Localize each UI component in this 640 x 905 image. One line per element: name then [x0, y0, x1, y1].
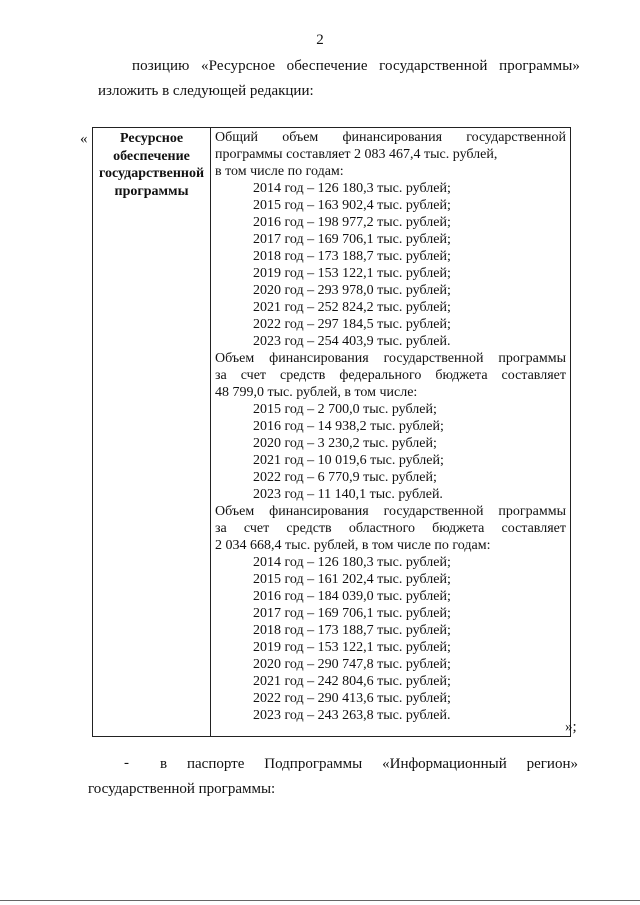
federal-year-item: 2015 год – 2 700,0 тыс. рублей;: [253, 402, 437, 417]
opening-quote: «: [80, 131, 88, 147]
total-year-item: 2017 год – 169 706,1 тыс. рублей;: [253, 232, 451, 247]
intro-text-line-2: изложить в следующей редакции:: [98, 83, 314, 99]
total-year-item: 2018 год – 173 188,7 тыс. рублей;: [253, 249, 451, 264]
regional-year-item: 2016 год – 184 039,0 тыс. рублей;: [253, 589, 451, 604]
regional-line: Объем финансирования государственной программы: [215, 504, 566, 519]
intro-text-line-1: позицию «Ресурсное обеспечение государственной программы»: [132, 58, 580, 74]
total-year-item: 2023 год – 254 403,9 тыс. рублей.: [253, 334, 451, 349]
regional-year-item: 2019 год – 153 122,1 тыс. рублей;: [253, 640, 451, 655]
regional-year-item: 2020 год – 290 747,8 тыс. рублей;: [253, 657, 451, 672]
federal-line: Объем финансирования государственной программы: [215, 351, 566, 366]
total-year-item: 2015 год – 163 902,4 тыс. рублей;: [253, 198, 451, 213]
resource-table: [92, 127, 571, 737]
next-item-text-line-2: государственной программы:: [88, 781, 276, 797]
federal-year-item: 2021 год – 10 019,6 тыс. рублей;: [253, 453, 444, 468]
total-line: в том числе по годам:: [215, 164, 344, 179]
regional-year-item: 2022 год – 290 413,6 тыс. рублей;: [253, 691, 451, 706]
regional-year-item: 2017 год – 169 706,1 тыс. рублей;: [253, 606, 451, 621]
label-line: программы: [114, 183, 189, 199]
label-line: обеспечение: [113, 148, 190, 164]
closing-quote: »;: [565, 719, 577, 735]
regional-line: за счет средств областного бюджета составляет: [215, 521, 566, 536]
federal-year-item: 2020 год – 3 230,2 тыс. рублей;: [253, 436, 437, 451]
page-bottom-rule: [0, 900, 640, 901]
total-year-item: 2016 год – 198 977,2 тыс. рублей;: [253, 215, 451, 230]
federal-line: за счет средств федерального бюджета составляет: [215, 368, 566, 383]
total-year-item: 2021 год – 252 824,2 тыс. рублей;: [253, 300, 451, 315]
list-bullet: -: [124, 755, 129, 771]
federal-year-item: 2023 год – 11 140,1 тыс. рублей.: [253, 487, 443, 502]
total-year-item: 2022 год – 297 184,5 тыс. рублей;: [253, 317, 451, 332]
regional-year-item: 2023 год – 243 263,8 тыс. рублей.: [253, 708, 451, 723]
regional-line: 2 034 668,4 тыс. рублей, в том числе по годам:: [215, 538, 491, 553]
regional-year-item: 2014 год – 126 180,3 тыс. рублей;: [253, 555, 451, 570]
federal-year-item: 2022 год – 6 770,9 тыс. рублей;: [253, 470, 437, 485]
page-number: 2: [316, 32, 324, 48]
label-line: Ресурсное: [119, 131, 184, 146]
resource-label-cell: [93, 128, 211, 736]
regional-funding-block: [215, 503, 566, 724]
resource-content-cell: [211, 128, 570, 736]
next-item-text-line-1: в паспорте Подпрограммы «Информационный регион»: [160, 756, 578, 772]
total-line: Общий объем финансирования государственной: [215, 130, 566, 145]
total-year-item: 2014 год – 126 180,3 тыс. рублей;: [253, 181, 451, 196]
total-funding-block: [215, 129, 566, 350]
regional-year-item: 2018 год – 173 188,7 тыс. рублей;: [253, 623, 451, 638]
federal-year-item: 2016 год – 14 938,2 тыс. рублей;: [253, 419, 444, 434]
federal-line: 48 799,0 тыс. рублей, в том числе:: [215, 385, 418, 400]
regional-year-item: 2015 год – 161 202,4 тыс. рублей;: [253, 572, 451, 587]
federal-funding-block: [215, 350, 566, 503]
total-year-item: 2019 год – 153 122,1 тыс. рублей;: [253, 266, 451, 281]
total-line: программы составляет 2 083 467,4 тыс. рублей,: [215, 147, 498, 162]
regional-year-item: 2021 год – 242 804,6 тыс. рублей;: [253, 674, 451, 689]
total-year-item: 2020 год – 293 978,0 тыс. рублей;: [253, 283, 451, 298]
label-line: государственной: [98, 166, 205, 181]
